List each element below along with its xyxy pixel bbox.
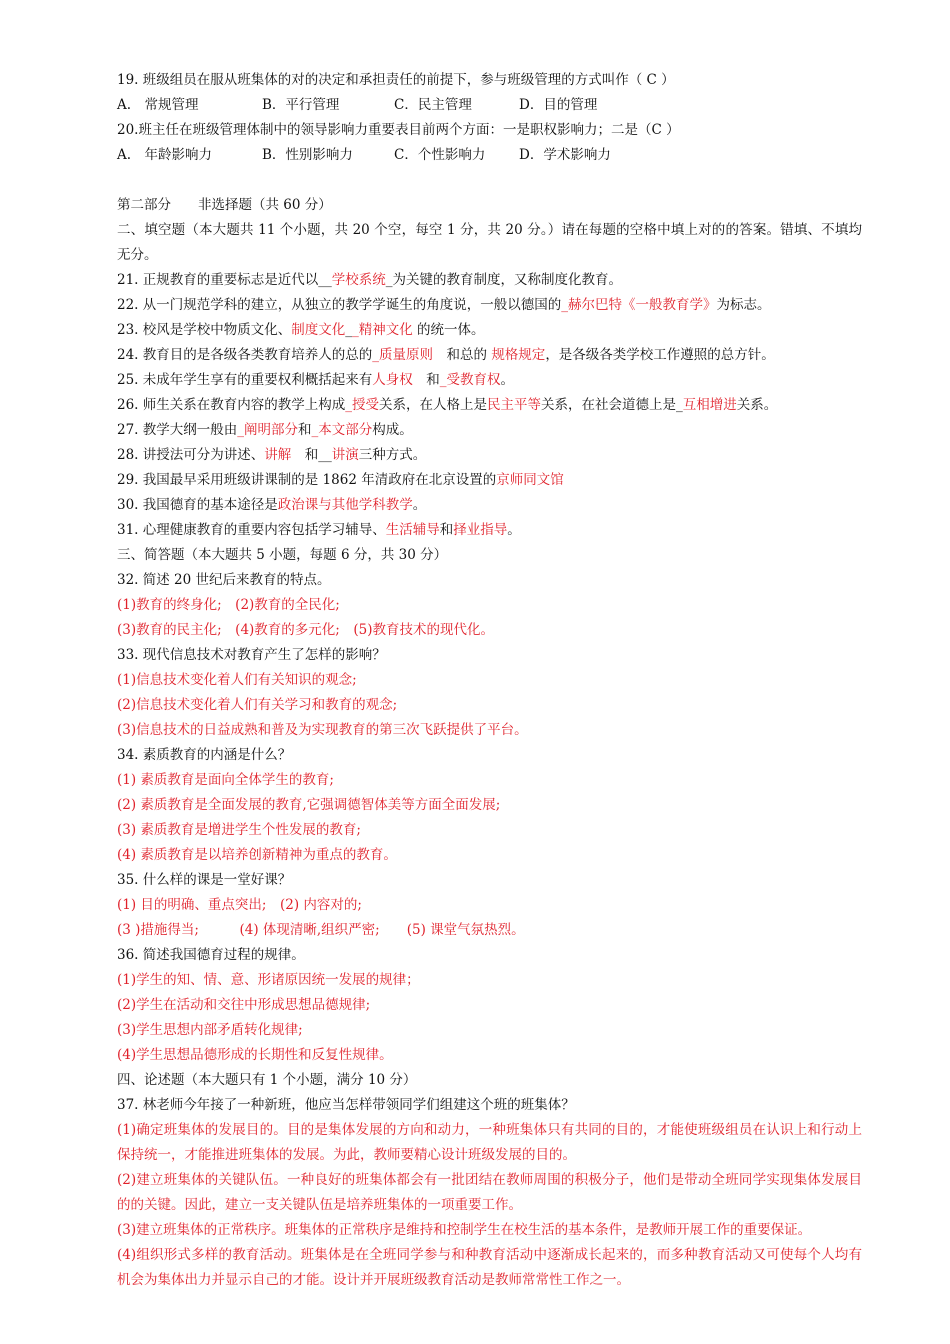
question-text: 30. 我国德育的基本途径是: [117, 497, 278, 513]
question-text: 29. 我国最早采用班级讲课制的是 1862 年清政府在北京设置的: [117, 472, 497, 488]
answer-paragraph: (3)建立班集体的正常秩序。班集体的正常秩序是维持和控制学生在校生活的基本条件，是教师开展工作的重要保证。: [117, 1222, 812, 1238]
answer: 人身权: [372, 372, 413, 388]
section-three-heading: 三、简答题（本大题共 5 小题，每题 6 分，共 30 分）: [117, 547, 448, 563]
question-text: ，是各级各类学校工作遵照的总方针。: [545, 347, 775, 363]
question-20-options: [117, 143, 862, 168]
answer-line: (3) 素质教育是增进学生个性发展的教育;: [117, 822, 361, 838]
option-a: A. 年龄影响力: [117, 147, 213, 163]
question-text: 和: [439, 522, 454, 538]
answer: 讲解: [264, 447, 292, 463]
question-text: 24. 教育目的是各级各类教育培养人的总的: [117, 347, 373, 363]
answer: 学校系统: [331, 272, 386, 288]
question-text: 三种方式。: [358, 447, 427, 463]
answer: 京师同文馆: [496, 472, 564, 488]
answer-line: (3)学生思想内部矛盾转化规律;: [117, 1022, 303, 1038]
answer-paragraph: (2)建立班集体的关键队伍。一种良好的班集体都会有一批团结在教师周围的积极分子，他们是带动全班同学实现集体发展目的的关键。因此，建立一支关键队伍是培养班集体的一项重要工作。: [117, 1172, 862, 1213]
question-text: 的统一体。: [412, 322, 485, 338]
question-19-options: [117, 93, 862, 118]
answer-paragraph: (1)确定班集体的发展目的。目的是集体发展的方向和动力，一种班集体只有共同的目的，才能使班级组员在认识上和行动上保持统一，才能推进班集体的发展。为此，教师要精心设计班级发展的目的。: [117, 1122, 862, 1163]
answer-line: (4) 素质教育是以培养创新精神为重点的教育。: [117, 847, 397, 863]
answer: 生活辅导: [385, 522, 440, 538]
question-28: [117, 443, 862, 468]
question-text: 和总的: [433, 347, 492, 363]
question-text: 25. 未成年学生享有的重要权利概括起来有: [117, 372, 373, 388]
answer-line: (1) 素质教育是面向全体学生的教育;: [117, 772, 334, 788]
spacer: [117, 168, 862, 193]
question-text: 28. 讲授法可分为讲述、: [117, 447, 265, 463]
answer: 择业指导: [453, 522, 508, 538]
question-26: [117, 393, 862, 418]
answer: _本文部分: [311, 422, 373, 438]
answer: 规格规定: [491, 347, 546, 363]
question-text: 和: [298, 422, 312, 438]
question-30: [117, 493, 862, 518]
option-b: B．平行管理: [262, 97, 340, 113]
answer-line: (1) 目的明确、重点突出; (2) 内容对的;: [117, 897, 362, 913]
question-29: [117, 468, 862, 493]
question-37: 37. 林老师今年接了一种新班，他应当怎样带领同学们组建这个班的班集体？: [117, 1097, 575, 1113]
section-four-heading: 四、论述题（本大题只有 1 个小题，满分 10 分）: [117, 1072, 417, 1088]
question-text: 关系，在人格上是: [379, 397, 488, 413]
question-36: 36. 简述我国德育过程的规律。: [117, 947, 305, 963]
option-c: C．个性影响力: [394, 147, 486, 163]
question-text: 27. 教学大纲一般由: [117, 422, 238, 438]
question-20: 20.班主任在班级管理体制中的领导影响力重要表目前两个方面：一是职权影响力；二是（C ）: [117, 122, 680, 138]
question-text: 构成。: [372, 422, 413, 438]
answer-line: (2)学生在活动和交往中形成思想品德规律;: [117, 997, 371, 1013]
option-d: D．学术影响力: [519, 147, 611, 163]
question-text: _为关键的教育制度，又称制度化教育。: [385, 272, 623, 288]
option-d: D．目的管理: [519, 97, 598, 113]
question-text: 23. 校风是学校中物质文化、: [117, 322, 292, 338]
question-text: 31. 心理健康教育的重要内容包括学习辅导、: [117, 522, 386, 538]
answer: _赫尔巴特《一般教育学》: [561, 297, 717, 313]
question-35: 35. 什么样的课是一堂好课？: [117, 872, 292, 888]
answer-line: (1)教育的终身化; (2)教育的全民化;: [117, 597, 340, 613]
question-text: _: [345, 322, 353, 338]
question-text: 为标志。: [716, 297, 771, 313]
answer: _阐明部分: [237, 422, 299, 438]
question-34: 34. 素质教育的内涵是什么？: [117, 747, 292, 763]
question-text: 。: [412, 497, 427, 513]
document-page: [117, 68, 862, 1293]
answer: _质量原则: [372, 347, 434, 363]
answer-line: (3 )措施得当; (4) 体现清晰,组织严密; (5) 课堂气氛热烈。: [117, 922, 525, 938]
question-text: 关系，在社会道德上是_: [541, 397, 683, 413]
option-b: B．性别影响力: [262, 147, 353, 163]
option-c: C．民主管理: [394, 97, 472, 113]
answer-line: (3)教育的民主化; (4)教育的多元化; (5)教育技术的现代化。: [117, 622, 494, 638]
question-text: 26. 师生关系在教育内容的教学上构成: [117, 397, 346, 413]
answer: 讲演: [331, 447, 359, 463]
question-text: 关系。: [736, 397, 778, 413]
question-text: 和__: [291, 447, 332, 463]
answer-line: (4)学生思想品德形成的长期性和反复性规律。: [117, 1047, 393, 1063]
question-32: 32. 简述 20 世纪后来教育的特点。: [117, 572, 331, 588]
question-text: 。: [500, 372, 515, 388]
question-31: [117, 518, 862, 543]
question-27: [117, 418, 862, 443]
question-19: 19. 班级组员在服从班集体的对的决定和承担责任的前提下，参与班级管理的方式叫作（ C ）: [117, 72, 675, 88]
option-a: A. 常规管理: [117, 97, 199, 113]
question-33: 33. 现代信息技术对教育产生了怎样的影响？: [117, 647, 386, 663]
answer-line: (2)信息技术变化着人们有关学习和教育的观念;: [117, 697, 398, 713]
answer-line: (3)信息技术的日益成熟和普及为实现教育的第三次飞跃提供了平台。: [117, 722, 528, 738]
answer: 制度文化: [291, 322, 346, 338]
answer: 政治课与其他学科教学: [277, 497, 413, 513]
answer: _精神文化: [352, 322, 413, 338]
question-22: [117, 293, 862, 318]
answer: _授受: [345, 397, 380, 413]
section-two-heading: 二、填空题（本大题共 11 个小题，共 20 个空，每空 1 分，共 20 分。）请在每题的空格中填上对的的答案。错填、不填均无分。: [117, 222, 862, 263]
answer-line: (1)信息技术变化着人们有关知识的观念;: [117, 672, 357, 688]
answer-paragraph: (4)组织形式多样的教育活动。班集体是在全班同学参与和种教育活动中逐渐成长起来的，而多种教育活动又可使每个人均有机会为集体出力并显示自己的才能。设计并开展班级教育活动是教师常常性工作之一。: [117, 1247, 862, 1288]
answer-line: (1)学生的知、情、意、形诸原因统一发展的规律；: [117, 972, 420, 988]
question-text: 。: [507, 522, 521, 538]
question-text: 和: [412, 372, 440, 388]
part-two-heading: 第二部分 非选择题（共 60 分）: [117, 197, 332, 213]
question-25: [117, 368, 862, 393]
answer: _受教育权: [439, 372, 501, 388]
question-text: 21. 正规教育的重要标志是近代以__: [117, 272, 332, 288]
question-21: [117, 268, 862, 293]
answer: 民主平等: [487, 397, 542, 413]
question-23: [117, 318, 862, 343]
question-24: [117, 343, 862, 368]
answer-line: (2) 素质教育是全面发展的教育,它强调德智体美等方面全面发展;: [117, 797, 501, 813]
answer: 互相增进: [682, 397, 737, 413]
question-text: 22. 从一门规范学科的建立，从独立的教学学诞生的角度说，一般以德国的: [117, 297, 562, 313]
